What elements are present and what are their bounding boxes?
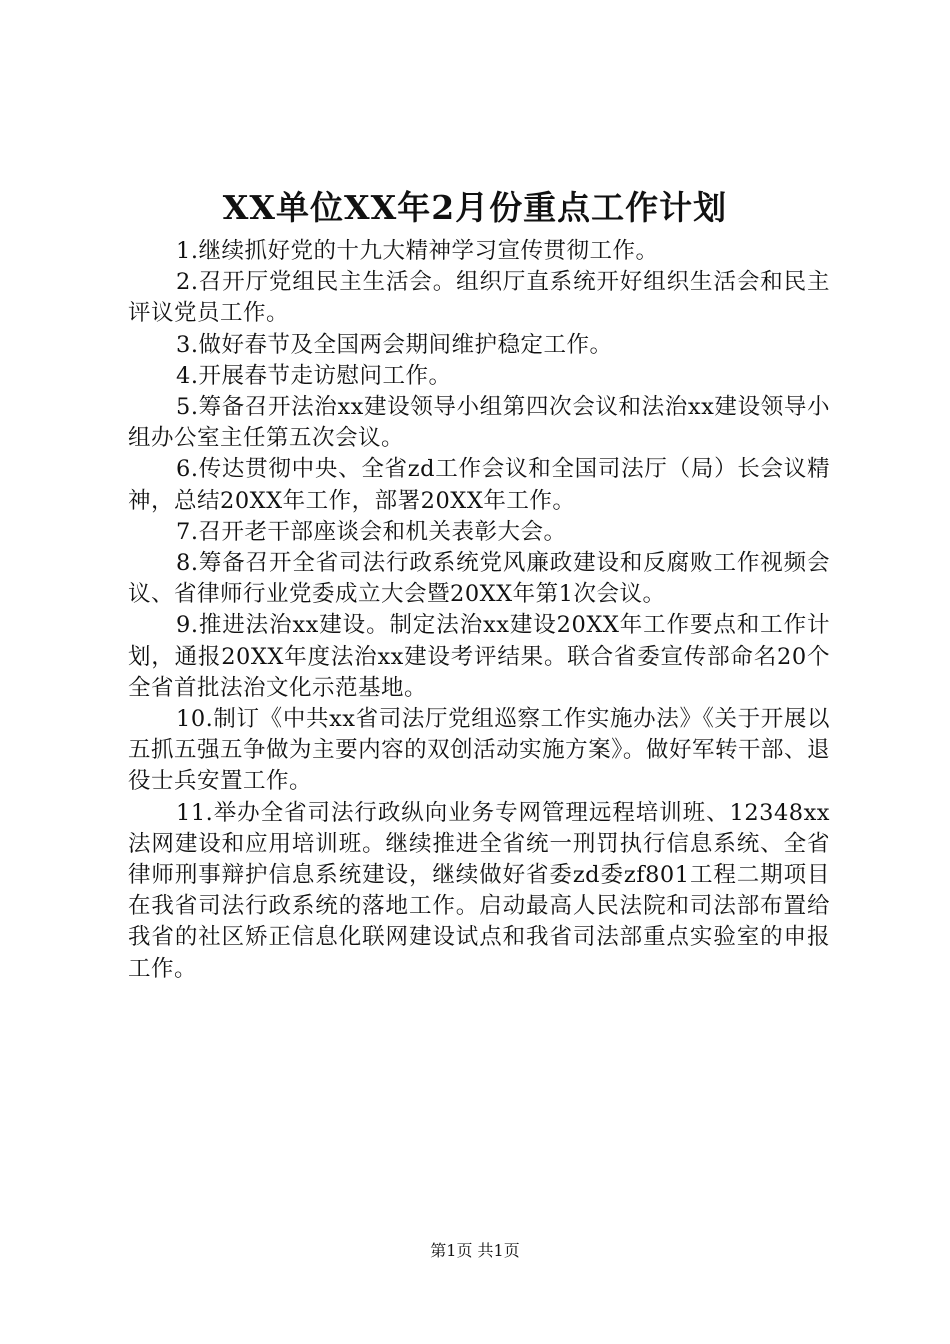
document-title: XX单位XX年2月份重点工作计划: [222, 188, 728, 227]
paragraph-1: 1.继续抓好党的十九大精神学习宣传贯彻工作。: [176, 238, 659, 264]
paragraph-11: 11.举办全省司法行政纵向业务专网管理远程培训班、12348xx法网建设和应用培训班。继续推进全省统一刑罚执行信息系统、全省律师刑事辩护信息系统建设，继续做好省委zd委zf801工程二期项目在我省司法行政系统的落地工作。启动最高人民法院和司法部布置给我省的社区矫正信息化联网建设试点和我省司法部重点实验室的申报工作。: [128, 799, 830, 982]
paragraph-7: 7.召开老干部座谈会和机关表彰大会。: [176, 518, 567, 545]
page-footer: 第1页 共1页: [430, 1241, 520, 1260]
document-body: [128, 236, 830, 985]
paragraph-10: 10.制订《中共xx省司法厅党组巡察工作实施办法》《关于开展以五抓五强五争做为主要内容的双创活动实施方案》。做好军转干部、退役士兵安置工作。: [128, 706, 830, 795]
paragraph-8: 8.筹备召开全省司法行政系统党风廉政建设和反腐败工作视频会议、省律师行业党委成立大会暨20XX年第1次会议。: [128, 550, 830, 608]
paragraph-4: 4.开展春节走访慰问工作。: [176, 362, 452, 389]
paragraph-3: 3.做好春节及全国两会期间维护稳定工作。: [176, 331, 613, 358]
paragraph-6: 6.传达贯彻中央、全省zd工作会议和全国司法厅（局）长会议精神，总结20XX年工作，部署20XX年工作。: [128, 456, 830, 514]
paragraph-9: 9.推进法治xx建设。制定法治xx建设20XX年工作要点和工作计划，通报20XX年度法治xx建设考评结果。联合省委宣传部命名20个全省首批法治文化示范基地。: [128, 612, 830, 701]
paragraph-5: 5.筹备召开法治xx建设领导小组第四次会议和法治xx建设领导小组办公室主任第五次会议。: [128, 394, 830, 452]
paragraph-2: 2.召开厅党组民主生活会。组织厅直系统开好组织生活会和民主评议党员工作。: [128, 269, 830, 327]
